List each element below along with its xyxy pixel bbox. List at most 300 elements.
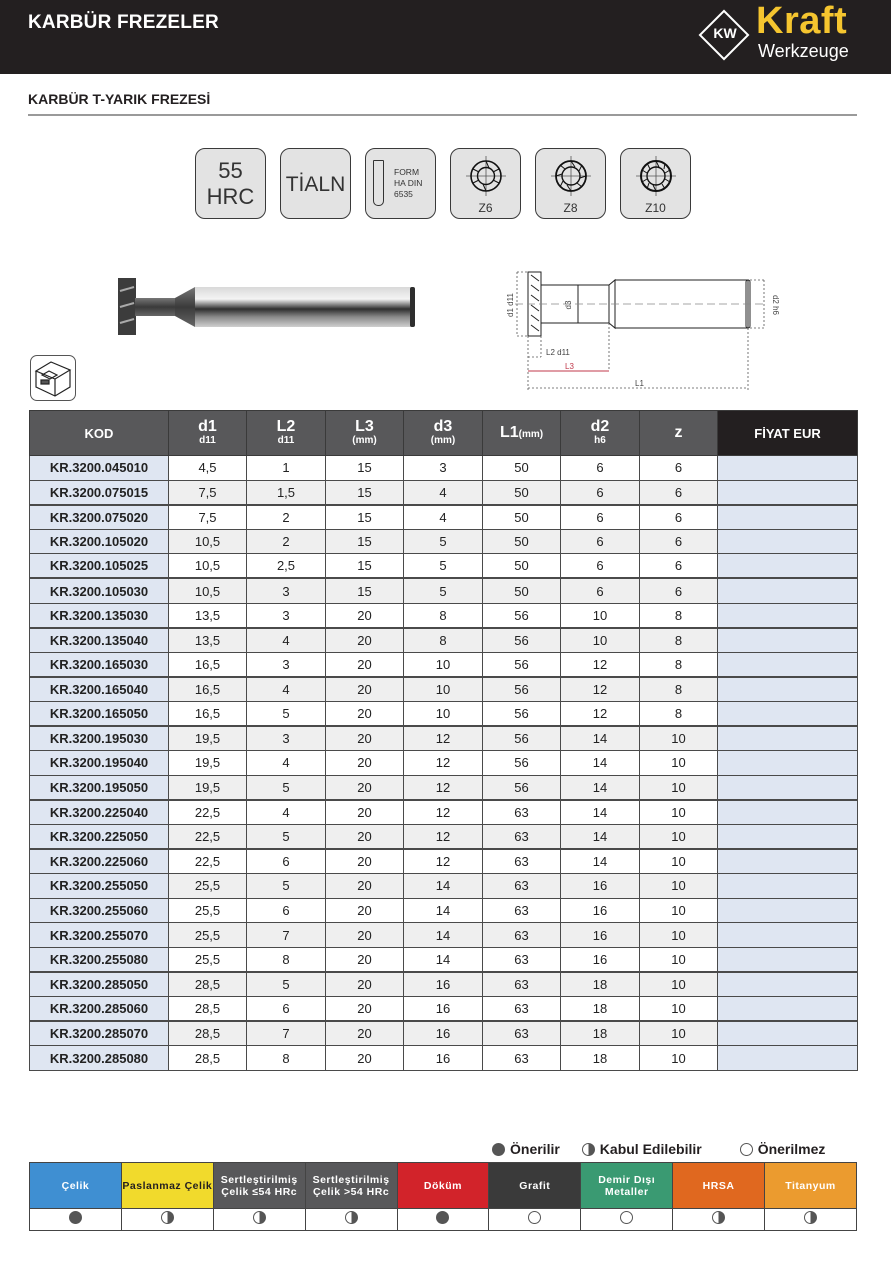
cell-l1: 63 — [483, 898, 561, 923]
cell-code: KR.3200.255060 — [30, 898, 169, 923]
shank-form-badge — [365, 148, 436, 219]
shank-form-line2: HA DIN — [394, 178, 423, 188]
table-row[interactable] — [30, 874, 858, 899]
col-header-l3-sub: (mm) — [352, 435, 377, 446]
cell-d1: 10,5 — [169, 529, 247, 554]
cell-l1: 63 — [483, 1046, 561, 1071]
cell-d2: 16 — [561, 947, 640, 972]
shank-icon — [373, 160, 384, 206]
col-header-l1[interactable] — [483, 411, 561, 456]
table-row[interactable] — [30, 456, 858, 481]
cell-d3: 12 — [404, 726, 483, 751]
cell-d2: 14 — [561, 849, 640, 874]
cell-d3: 5 — [404, 578, 483, 603]
cell-price[interactable] — [718, 456, 858, 481]
cell-d2: 6 — [561, 529, 640, 554]
cell-d1: 19,5 — [169, 775, 247, 800]
cell-l3: 20 — [326, 800, 404, 825]
table-row[interactable] — [30, 628, 858, 653]
table-header-row — [30, 411, 858, 456]
hardness-badge — [195, 148, 266, 219]
cell-price[interactable] — [718, 578, 858, 603]
cell-z: 10 — [640, 800, 718, 825]
cell-z: 10 — [640, 775, 718, 800]
cell-l3: 15 — [326, 456, 404, 481]
flutes-z6-label: Z6 — [478, 201, 493, 215]
cell-z: 6 — [640, 480, 718, 505]
cell-d1: 28,5 — [169, 997, 247, 1022]
material-header: Paslanmaz Çelik — [121, 1163, 213, 1209]
cell-price[interactable] — [718, 849, 858, 874]
cell-price[interactable] — [718, 1046, 858, 1071]
table-row[interactable] — [30, 554, 858, 579]
material-rating-cell — [489, 1209, 581, 1231]
cell-code: KR.3200.135040 — [30, 628, 169, 653]
material-suitability-table — [29, 1162, 857, 1231]
table-row[interactable] — [30, 923, 858, 948]
cell-l1: 63 — [483, 1021, 561, 1046]
cell-l1: 50 — [483, 554, 561, 579]
coating-badge — [280, 148, 351, 219]
cutter-z10-icon — [635, 155, 677, 197]
cell-d2: 18 — [561, 1046, 640, 1071]
cell-d1: 22,5 — [169, 800, 247, 825]
cell-l3: 20 — [326, 1046, 404, 1071]
cell-z: 10 — [640, 751, 718, 776]
cell-d2: 16 — [561, 874, 640, 899]
cell-d1: 16,5 — [169, 701, 247, 726]
half-circle-icon — [253, 1211, 266, 1224]
label-d1: d1 d11 — [506, 293, 515, 317]
col-header-l2[interactable] — [247, 411, 326, 456]
table-row[interactable] — [30, 578, 858, 603]
cell-l1: 63 — [483, 800, 561, 825]
cell-l3: 20 — [326, 677, 404, 702]
cell-l2: 2,5 — [247, 554, 326, 579]
cell-z: 8 — [640, 652, 718, 677]
table-row[interactable] — [30, 898, 858, 923]
cell-code: KR.3200.105030 — [30, 578, 169, 603]
cell-z: 10 — [640, 923, 718, 948]
cell-code: KR.3200.225060 — [30, 849, 169, 874]
cell-d3: 12 — [404, 849, 483, 874]
legend-item-acceptable — [582, 1141, 702, 1157]
cell-l1: 63 — [483, 874, 561, 899]
cell-d1: 28,5 — [169, 1046, 247, 1071]
half-circle-icon — [712, 1211, 725, 1224]
cell-code: KR.3200.285080 — [30, 1046, 169, 1071]
flutes-z10-badge — [620, 148, 691, 219]
full-circle-icon — [436, 1211, 449, 1224]
cell-d2: 6 — [561, 456, 640, 481]
table-row[interactable] — [30, 505, 858, 530]
half-circle-icon — [582, 1143, 595, 1156]
cell-d3: 16 — [404, 997, 483, 1022]
cell-d3: 8 — [404, 628, 483, 653]
cell-l2: 3 — [247, 726, 326, 751]
cell-price[interactable] — [718, 751, 858, 776]
cell-z: 8 — [640, 603, 718, 628]
cell-d1: 28,5 — [169, 972, 247, 997]
col-header-d1-main: d1 — [198, 418, 217, 435]
cell-price[interactable] — [718, 997, 858, 1022]
cell-l1: 56 — [483, 726, 561, 751]
cell-l3: 20 — [326, 603, 404, 628]
cell-l3: 20 — [326, 824, 404, 849]
cell-l2: 3 — [247, 578, 326, 603]
half-circle-icon — [345, 1211, 358, 1224]
table-row[interactable] — [30, 603, 858, 628]
cell-l1: 50 — [483, 480, 561, 505]
cell-d3: 12 — [404, 824, 483, 849]
cell-z: 6 — [640, 529, 718, 554]
flutes-z8-label: Z8 — [563, 201, 578, 215]
material-header: Titanyum — [765, 1163, 857, 1209]
cell-code: KR.3200.195050 — [30, 775, 169, 800]
full-circle-icon — [492, 1143, 505, 1156]
material-rating-row — [30, 1209, 857, 1231]
section-divider — [28, 114, 857, 116]
cell-price[interactable] — [718, 628, 858, 653]
cell-l1: 63 — [483, 824, 561, 849]
cell-z: 10 — [640, 824, 718, 849]
cell-d3: 5 — [404, 529, 483, 554]
cell-price[interactable] — [718, 874, 858, 899]
cell-d3: 16 — [404, 1021, 483, 1046]
table-row[interactable] — [30, 800, 858, 825]
table-row[interactable] — [30, 1046, 858, 1071]
material-header-row — [30, 1163, 857, 1209]
material-rating-cell — [30, 1209, 122, 1231]
cell-l1: 63 — [483, 849, 561, 874]
cell-d1: 4,5 — [169, 456, 247, 481]
cell-l2: 7 — [247, 1021, 326, 1046]
cell-price[interactable] — [718, 824, 858, 849]
col-header-d3-sub: (mm) — [430, 435, 456, 446]
cell-d1: 13,5 — [169, 603, 247, 628]
cell-code: KR.3200.225040 — [30, 800, 169, 825]
cell-z: 6 — [640, 456, 718, 481]
material-header: Döküm — [397, 1163, 489, 1209]
cell-z: 10 — [640, 997, 718, 1022]
cell-l3: 20 — [326, 923, 404, 948]
cell-l3: 20 — [326, 972, 404, 997]
cell-d2: 14 — [561, 800, 640, 825]
cell-d3: 14 — [404, 898, 483, 923]
cell-code: KR.3200.105025 — [30, 554, 169, 579]
flutes-z10-label: Z10 — [645, 201, 666, 215]
cell-d1: 16,5 — [169, 677, 247, 702]
hardness-value: 55 — [218, 158, 243, 183]
cell-code: KR.3200.195040 — [30, 751, 169, 776]
cell-l1: 50 — [483, 456, 561, 481]
label-d2: d2 h6 — [771, 294, 780, 316]
cell-code: KR.3200.165050 — [30, 701, 169, 726]
legend-label: Kabul Edilebilir — [599, 1141, 702, 1157]
cell-price[interactable] — [718, 972, 858, 997]
cell-d2: 6 — [561, 505, 640, 530]
material-rating-cell — [673, 1209, 765, 1231]
cell-code: KR.3200.255070 — [30, 923, 169, 948]
cell-price[interactable] — [718, 923, 858, 948]
page-header — [0, 0, 891, 74]
col-header-l2-sub: d11 — [277, 435, 295, 446]
cell-l2: 3 — [247, 652, 326, 677]
full-circle-icon — [69, 1211, 82, 1224]
cell-l2: 4 — [247, 677, 326, 702]
cell-l1: 56 — [483, 677, 561, 702]
half-circle-icon — [161, 1211, 174, 1224]
label-l1: L1 — [635, 379, 644, 388]
cell-d3: 12 — [404, 751, 483, 776]
cell-z: 8 — [640, 701, 718, 726]
cell-price[interactable] — [718, 726, 858, 751]
empty-circle-icon — [740, 1143, 753, 1156]
cell-z: 8 — [640, 628, 718, 653]
table-row[interactable] — [30, 947, 858, 972]
cell-d3: 5 — [404, 554, 483, 579]
cell-z: 10 — [640, 947, 718, 972]
cell-d1: 28,5 — [169, 1021, 247, 1046]
col-header-price[interactable]: FİYAT EUR — [718, 411, 858, 456]
cell-price[interactable] — [718, 529, 858, 554]
table-row[interactable] — [30, 726, 858, 751]
cell-l3: 20 — [326, 726, 404, 751]
cell-l3: 15 — [326, 578, 404, 603]
cell-d2: 14 — [561, 775, 640, 800]
table-row[interactable] — [30, 652, 858, 677]
cell-d2: 18 — [561, 997, 640, 1022]
col-header-d1[interactable] — [169, 411, 247, 456]
table-row[interactable] — [30, 849, 858, 874]
table-row[interactable] — [30, 480, 858, 505]
material-rating-cell — [213, 1209, 305, 1231]
cell-d2: 16 — [561, 898, 640, 923]
technical-drawing — [495, 265, 785, 393]
cell-d2: 12 — [561, 701, 640, 726]
cell-l3: 20 — [326, 775, 404, 800]
product-table — [29, 410, 858, 1071]
cell-d1: 10,5 — [169, 554, 247, 579]
cell-price[interactable] — [718, 701, 858, 726]
table-row[interactable] — [30, 751, 858, 776]
cell-price[interactable] — [718, 898, 858, 923]
cell-l2: 4 — [247, 800, 326, 825]
cell-l1: 56 — [483, 652, 561, 677]
cell-code: KR.3200.165030 — [30, 652, 169, 677]
cell-d1: 25,5 — [169, 874, 247, 899]
cell-d3: 14 — [404, 874, 483, 899]
cell-code: KR.3200.285060 — [30, 997, 169, 1022]
material-rating-cell — [121, 1209, 213, 1231]
cell-d1: 10,5 — [169, 578, 247, 603]
col-header-z-main: z — [674, 424, 683, 441]
cell-l2: 5 — [247, 972, 326, 997]
cell-l3: 15 — [326, 505, 404, 530]
label-l2: L2 d11 — [546, 348, 570, 357]
logo-mark: KW — [713, 25, 737, 41]
legend-item-not-recommended — [740, 1141, 826, 1157]
cell-d1: 19,5 — [169, 726, 247, 751]
cell-l2: 6 — [247, 898, 326, 923]
coating-label: TİALN — [285, 173, 346, 196]
cell-z: 10 — [640, 1021, 718, 1046]
cell-l3: 15 — [326, 529, 404, 554]
cell-l2: 3 — [247, 603, 326, 628]
label-l3: L3 — [565, 362, 574, 371]
cell-l3: 20 — [326, 947, 404, 972]
cell-d2: 6 — [561, 578, 640, 603]
cell-price[interactable] — [718, 800, 858, 825]
cell-z: 6 — [640, 505, 718, 530]
cell-price[interactable] — [718, 652, 858, 677]
cell-z: 10 — [640, 972, 718, 997]
section-title: KARBÜR T-YARIK FREZESİ — [28, 91, 211, 107]
cell-l2: 4 — [247, 628, 326, 653]
col-header-d3-main: d3 — [433, 418, 453, 435]
cell-l1: 63 — [483, 923, 561, 948]
cell-d2: 14 — [561, 751, 640, 776]
cell-l2: 2 — [247, 505, 326, 530]
table-row[interactable] — [30, 677, 858, 702]
t-slot-cutter-photo — [115, 277, 420, 337]
empty-circle-icon — [620, 1211, 633, 1224]
cell-price[interactable] — [718, 505, 858, 530]
cell-d3: 10 — [404, 677, 483, 702]
col-header-l1-main: L1 — [499, 424, 519, 441]
cell-l2: 1 — [247, 456, 326, 481]
table-row[interactable] — [30, 997, 858, 1022]
cell-l2: 7 — [247, 923, 326, 948]
flutes-z8-badge — [535, 148, 606, 219]
hardness-unit: HRC — [206, 184, 255, 209]
col-header-d2-sub: h6 — [594, 435, 606, 446]
table-row[interactable] — [30, 824, 858, 849]
rating-legend — [492, 1141, 825, 1157]
table-row[interactable] — [30, 529, 858, 554]
col-header-kod[interactable]: KOD — [30, 411, 169, 456]
col-header-d3[interactable] — [404, 411, 483, 456]
cell-price[interactable] — [718, 480, 858, 505]
cell-code: KR.3200.135030 — [30, 603, 169, 628]
cell-l3: 15 — [326, 554, 404, 579]
cell-l1: 50 — [483, 578, 561, 603]
cell-l2: 6 — [247, 997, 326, 1022]
cutter-z6-icon — [465, 155, 507, 197]
cell-code: KR.3200.285050 — [30, 972, 169, 997]
cell-d3: 10 — [404, 652, 483, 677]
cell-d2: 16 — [561, 923, 640, 948]
cell-l1: 63 — [483, 997, 561, 1022]
cell-z: 10 — [640, 874, 718, 899]
cell-d3: 12 — [404, 800, 483, 825]
cell-l3: 20 — [326, 997, 404, 1022]
cell-price[interactable] — [718, 554, 858, 579]
col-header-d2[interactable] — [561, 411, 640, 456]
cell-d3: 16 — [404, 972, 483, 997]
col-header-l3-main: L3 — [355, 418, 374, 435]
cell-code: KR.3200.165040 — [30, 677, 169, 702]
col-header-l2-main: L2 — [276, 418, 296, 435]
logo-sub: Werkzeuge — [758, 41, 849, 61]
cell-d1: 19,5 — [169, 751, 247, 776]
cell-code: KR.3200.075020 — [30, 505, 169, 530]
table-row[interactable] — [30, 701, 858, 726]
cell-d2: 14 — [561, 726, 640, 751]
cell-price[interactable] — [718, 1021, 858, 1046]
cell-code: KR.3200.195030 — [30, 726, 169, 751]
table-row[interactable] — [30, 775, 858, 800]
cell-l3: 20 — [326, 751, 404, 776]
cell-d3: 8 — [404, 603, 483, 628]
cell-z: 10 — [640, 1046, 718, 1071]
material-rating-cell — [581, 1209, 673, 1231]
cell-l1: 63 — [483, 972, 561, 997]
cell-l2: 5 — [247, 824, 326, 849]
cell-l3: 20 — [326, 652, 404, 677]
cell-code: KR.3200.255050 — [30, 874, 169, 899]
table-row[interactable] — [30, 1021, 858, 1046]
cell-price[interactable] — [718, 603, 858, 628]
col-header-d2-main: d2 — [590, 418, 610, 435]
cell-d1: 16,5 — [169, 652, 247, 677]
cell-code: KR.3200.045010 — [30, 456, 169, 481]
cell-d3: 4 — [404, 505, 483, 530]
cell-l2: 1,5 — [247, 480, 326, 505]
cell-price[interactable] — [718, 677, 858, 702]
cell-d2: 18 — [561, 1021, 640, 1046]
table-row[interactable] — [30, 972, 858, 997]
cell-code: KR.3200.255080 — [30, 947, 169, 972]
cell-l3: 20 — [326, 701, 404, 726]
cell-d2: 14 — [561, 824, 640, 849]
col-header-l3[interactable] — [326, 411, 404, 456]
cell-l3: 20 — [326, 849, 404, 874]
t-slot-application-icon — [30, 355, 76, 401]
cell-price[interactable] — [718, 947, 858, 972]
cell-l1: 56 — [483, 628, 561, 653]
cell-d3: 10 — [404, 701, 483, 726]
cell-d3: 12 — [404, 775, 483, 800]
cell-d2: 10 — [561, 628, 640, 653]
cell-price[interactable] — [718, 775, 858, 800]
cell-code: KR.3200.285070 — [30, 1021, 169, 1046]
material-header: Grafit — [489, 1163, 581, 1209]
half-circle-icon — [804, 1211, 817, 1224]
cell-d1: 22,5 — [169, 824, 247, 849]
shank-form-line1: FORM — [394, 167, 420, 177]
legend-label: Önerilmez — [757, 1141, 826, 1157]
empty-circle-icon — [528, 1211, 541, 1224]
cell-l3: 20 — [326, 1021, 404, 1046]
col-header-z[interactable] — [640, 411, 718, 456]
material-rating-cell — [305, 1209, 397, 1231]
material-header: Sertleştirilmiş Çelik >54 HRc — [305, 1163, 397, 1209]
legend-item-recommended — [492, 1141, 560, 1157]
cell-d1: 22,5 — [169, 849, 247, 874]
cell-l1: 50 — [483, 529, 561, 554]
flutes-z6-badge — [450, 148, 521, 219]
cell-d1: 25,5 — [169, 898, 247, 923]
cell-d1: 7,5 — [169, 505, 247, 530]
cell-d2: 10 — [561, 603, 640, 628]
cell-l1: 56 — [483, 603, 561, 628]
cell-d3: 4 — [404, 480, 483, 505]
material-rating-cell — [765, 1209, 857, 1231]
cell-code: KR.3200.105020 — [30, 529, 169, 554]
cell-l3: 20 — [326, 628, 404, 653]
cell-l2: 6 — [247, 849, 326, 874]
